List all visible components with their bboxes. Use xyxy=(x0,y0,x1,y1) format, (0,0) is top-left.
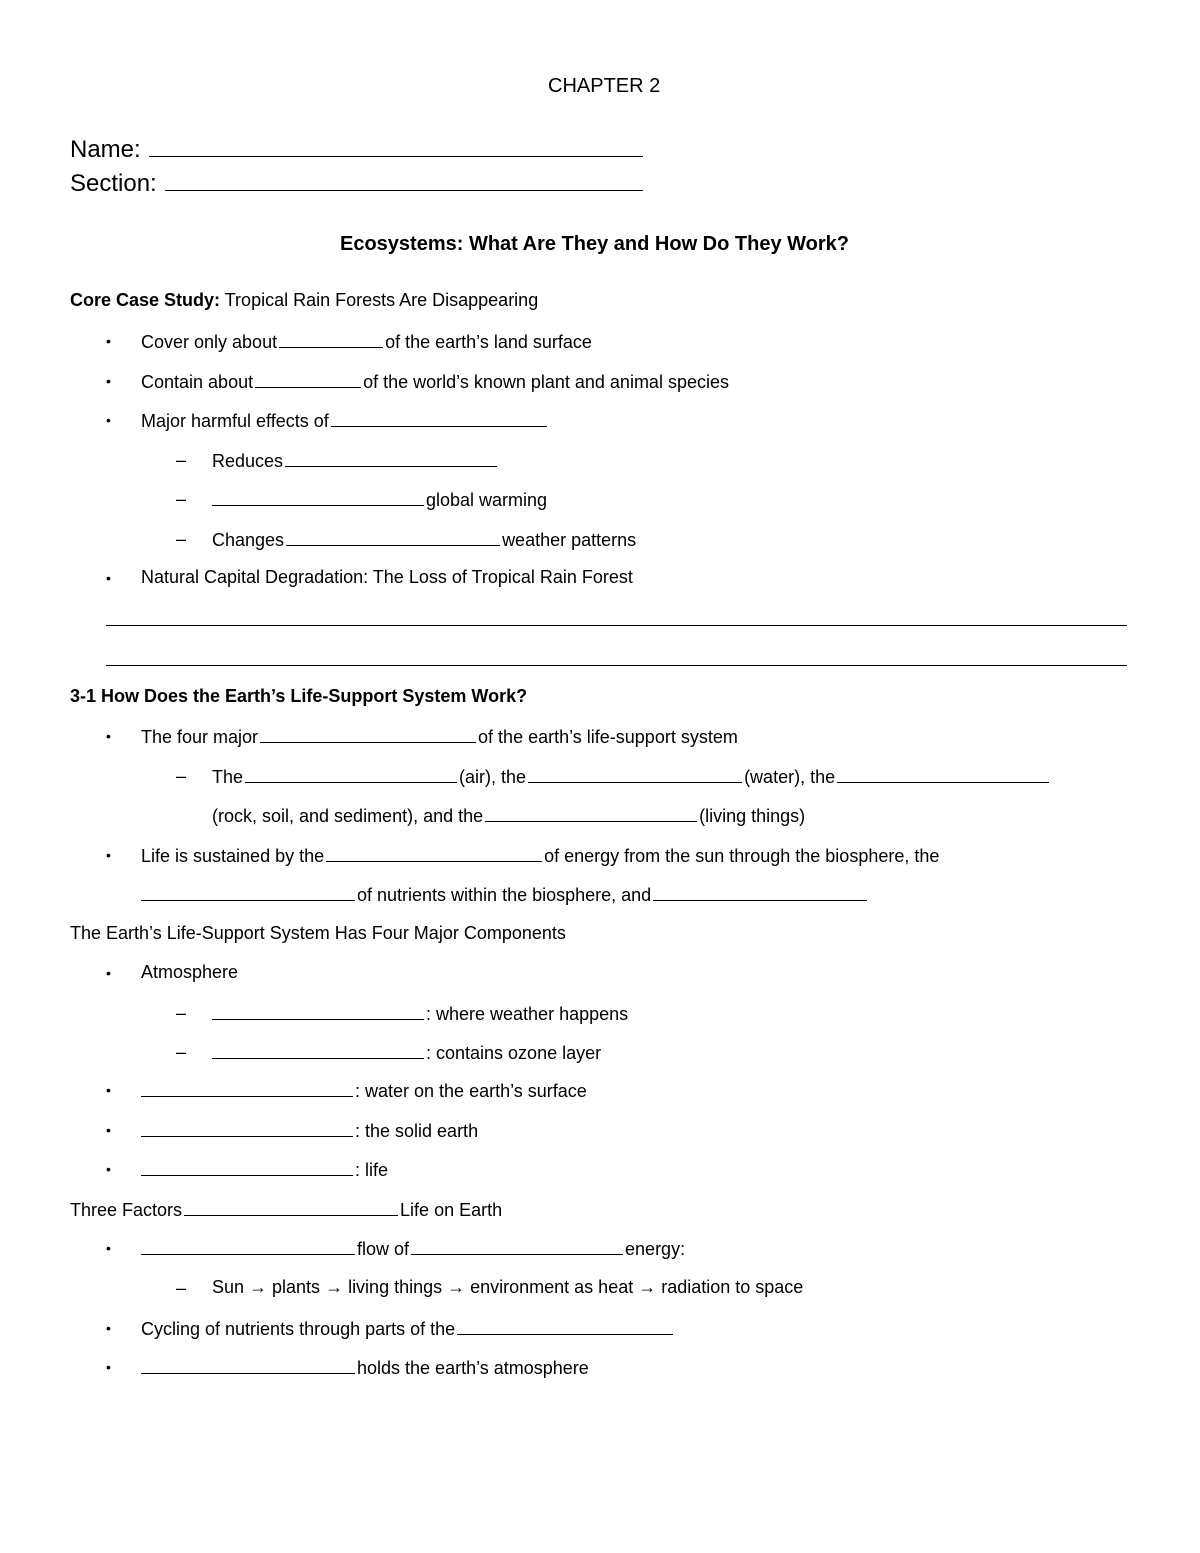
sub-item xyxy=(212,450,499,470)
fill-blank[interactable] xyxy=(411,1238,623,1255)
sub-item-continued xyxy=(212,805,805,825)
item-text: Life is sustained by the xyxy=(141,846,325,866)
item-text: Cover only about xyxy=(141,332,278,352)
item-text: energy: xyxy=(625,1239,686,1259)
item-text: (living things) xyxy=(699,806,806,826)
item-text: weather patterns xyxy=(502,530,637,550)
fill-blank[interactable] xyxy=(653,884,867,901)
list-item: Natural Capital Degradation: The Loss of Tropical Rain Forest xyxy=(141,567,633,587)
fill-blank[interactable] xyxy=(279,331,383,348)
item-text: Reduces xyxy=(212,451,284,471)
list-item xyxy=(141,1080,587,1100)
fill-blank[interactable] xyxy=(255,371,361,388)
section-blank[interactable] xyxy=(165,168,643,191)
core-case-heading xyxy=(70,291,538,309)
list-item xyxy=(141,331,592,351)
item-text: The four major xyxy=(141,727,259,747)
item-text: Changes xyxy=(212,530,285,550)
fill-blank[interactable] xyxy=(212,1042,424,1059)
sub-item xyxy=(212,1003,628,1023)
bullet-icon: • xyxy=(106,1122,111,1138)
list-item xyxy=(141,410,549,430)
bullet-icon: • xyxy=(106,1161,111,1177)
section-label: Section: xyxy=(70,170,157,197)
document-title: Ecosystems: What Are They and How Do They Work? xyxy=(340,233,849,255)
item-text: of nutrients within the biosphere, and xyxy=(357,885,652,905)
bullet-icon: • xyxy=(106,1082,111,1098)
bullet-icon: • xyxy=(106,373,111,389)
item-text: : where weather happens xyxy=(426,1004,629,1024)
list-item xyxy=(141,726,738,746)
name-label: Name: xyxy=(70,136,141,163)
item-text: Life on Earth xyxy=(400,1200,503,1220)
fill-blank[interactable] xyxy=(528,766,742,783)
sub-item: Sun → plants → living things → environment as heat → radiation to space xyxy=(212,1277,804,1297)
fill-blank[interactable] xyxy=(141,1159,353,1176)
name-blank[interactable] xyxy=(149,134,643,157)
bullet-icon: • xyxy=(106,412,111,428)
section-heading: 3-1 How Does the Earth’s Life-Support System Work? xyxy=(70,686,528,706)
list-item xyxy=(141,371,729,391)
list-item xyxy=(141,1238,685,1258)
sub-item xyxy=(212,1042,601,1062)
fill-blank[interactable] xyxy=(212,489,424,506)
list-item-continued xyxy=(141,884,869,904)
item-text: (water), the xyxy=(744,767,836,787)
fill-blank[interactable] xyxy=(837,766,1049,783)
fill-blank[interactable] xyxy=(285,450,497,467)
item-text: of the world’s known plant and animal species xyxy=(363,372,729,392)
fill-blank[interactable] xyxy=(286,529,500,546)
fill-blank[interactable] xyxy=(184,1199,398,1216)
fill-blank[interactable] xyxy=(485,805,697,822)
item-text: of the earth’s life-support system xyxy=(478,727,738,747)
bullet-icon: • xyxy=(106,1240,111,1256)
dash-icon: – xyxy=(176,529,187,549)
dash-icon: – xyxy=(176,1278,187,1298)
item-text: : life xyxy=(355,1160,389,1180)
item-text: (rock, soil, and sediment), and the xyxy=(212,806,484,826)
item-text: : contains ozone layer xyxy=(426,1043,602,1063)
section-field-row xyxy=(70,168,645,196)
fill-blank[interactable] xyxy=(457,1318,673,1335)
core-case-label: Core Case Study: xyxy=(70,290,221,310)
subsection-heading xyxy=(70,1199,502,1219)
answer-line[interactable] xyxy=(106,665,1127,666)
item-text: of the earth’s land surface xyxy=(385,332,592,352)
fill-blank[interactable] xyxy=(141,1120,353,1137)
answer-line[interactable] xyxy=(106,625,1127,626)
fill-blank[interactable] xyxy=(212,1003,424,1020)
list-item xyxy=(141,1120,478,1140)
list-item xyxy=(141,1357,589,1377)
item-text: holds the earth’s atmosphere xyxy=(357,1358,589,1378)
fill-blank[interactable] xyxy=(141,1238,355,1255)
bullet-icon: • xyxy=(106,333,111,349)
item-text: Major harmful effects of xyxy=(141,411,329,431)
core-case-title: Tropical Rain Forests Are Disappearing xyxy=(224,290,539,310)
dash-icon: – xyxy=(176,489,187,509)
list-item xyxy=(141,1159,388,1179)
fill-blank[interactable] xyxy=(326,845,542,862)
bullet-icon: • xyxy=(106,1359,111,1375)
bullet-icon: • xyxy=(106,847,111,863)
bullet-icon: • xyxy=(106,570,111,586)
fill-blank[interactable] xyxy=(141,1080,353,1097)
dash-icon: – xyxy=(176,1042,187,1062)
item-text: Contain about xyxy=(141,372,254,392)
sub-item xyxy=(212,766,1051,786)
dash-icon: – xyxy=(176,1003,187,1023)
item-text: : water on the earth’s surface xyxy=(355,1081,587,1101)
sub-item xyxy=(212,489,547,509)
item-text: Cycling of nutrients through parts of the xyxy=(141,1319,456,1339)
sub-item xyxy=(212,529,636,549)
list-item xyxy=(141,1318,675,1338)
fill-blank[interactable] xyxy=(141,1357,355,1374)
bullet-icon: • xyxy=(106,965,111,981)
item-text: Three Factors xyxy=(70,1200,183,1220)
item-text: global warming xyxy=(426,490,548,510)
list-item: Atmosphere xyxy=(141,962,239,982)
fill-blank[interactable] xyxy=(141,884,355,901)
dash-icon: – xyxy=(176,450,187,470)
item-text: (air), the xyxy=(459,767,527,787)
name-field-row xyxy=(70,134,645,162)
bullet-icon: • xyxy=(106,728,111,744)
item-text: The xyxy=(212,767,244,787)
list-item xyxy=(141,845,939,865)
fill-blank[interactable] xyxy=(245,766,457,783)
item-text: of energy from the sun through the biosphere, the xyxy=(544,846,940,866)
bullet-icon: • xyxy=(106,1320,111,1336)
item-text: flow of xyxy=(357,1239,410,1259)
dash-icon: – xyxy=(176,766,187,786)
chapter-heading: CHAPTER 2 xyxy=(548,75,661,97)
subsection-heading: The Earth’s Life-Support System Has Four Major Components xyxy=(70,923,566,943)
fill-blank[interactable] xyxy=(260,726,476,743)
item-text: : the solid earth xyxy=(355,1121,479,1141)
fill-blank[interactable] xyxy=(331,410,547,427)
